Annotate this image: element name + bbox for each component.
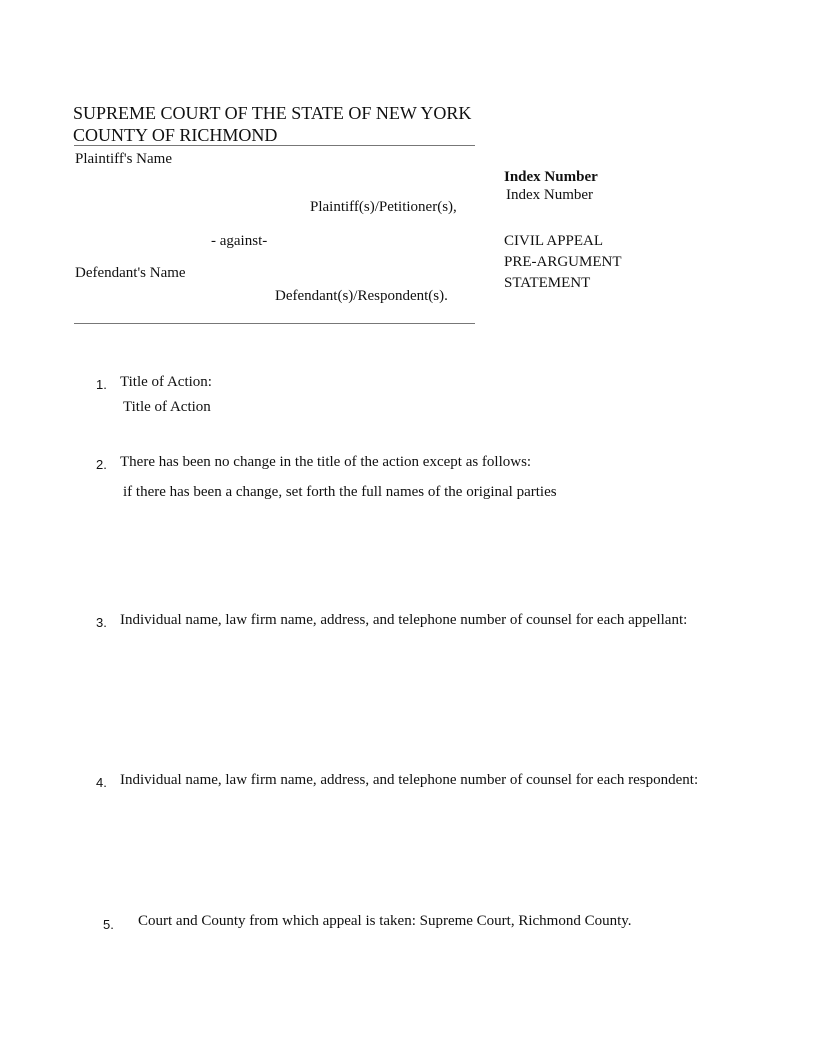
title-of-action-field[interactable]: Title of Action (123, 399, 211, 415)
plaintiff-role: Plaintiff(s)/Petitioner(s), (310, 199, 457, 215)
item-text: Individual name, law firm name, address, and telephone number of counsel for each respondent: (120, 772, 699, 788)
item-number: 5. (103, 917, 114, 932)
index-number-label: Index Number (504, 169, 598, 185)
doc-title-line-1: CIVIL APPEAL (504, 233, 604, 249)
plaintiff-name[interactable]: Plaintiff's Name (75, 151, 172, 167)
caption-top-rule (74, 145, 475, 146)
doc-title-line-2: PRE-ARGUMENT (504, 254, 622, 270)
defendant-role: Defendant(s)/Respondent(s). (275, 288, 448, 304)
caption-bottom-rule (74, 323, 475, 324)
index-number-field[interactable]: Index Number (506, 187, 594, 203)
defendant-name[interactable]: Defendant's Name (75, 265, 186, 281)
item-number: 2. (96, 457, 107, 472)
item-text: There has been no change in the title of the action except as follows: (120, 454, 532, 470)
item-number: 1. (96, 377, 107, 392)
item-text: Title of Action: (120, 374, 212, 390)
doc-title-line-3: STATEMENT (504, 275, 591, 291)
item-number: 3. (96, 615, 107, 630)
item-text: Court and County from which appeal is taken: Supreme Court, Richmond County. (138, 913, 632, 929)
item-text: Individual name, law firm name, address, and telephone number of counsel for each appellant: (120, 612, 688, 628)
county-name: COUNTY OF RICHMOND (73, 125, 278, 145)
against-label: - against- (211, 233, 268, 249)
court-name: SUPREME COURT OF THE STATE OF NEW YORK (73, 103, 472, 123)
item-number: 4. (96, 775, 107, 790)
title-change-field[interactable]: if there has been a change, set forth the full names of the original parties (123, 484, 557, 500)
